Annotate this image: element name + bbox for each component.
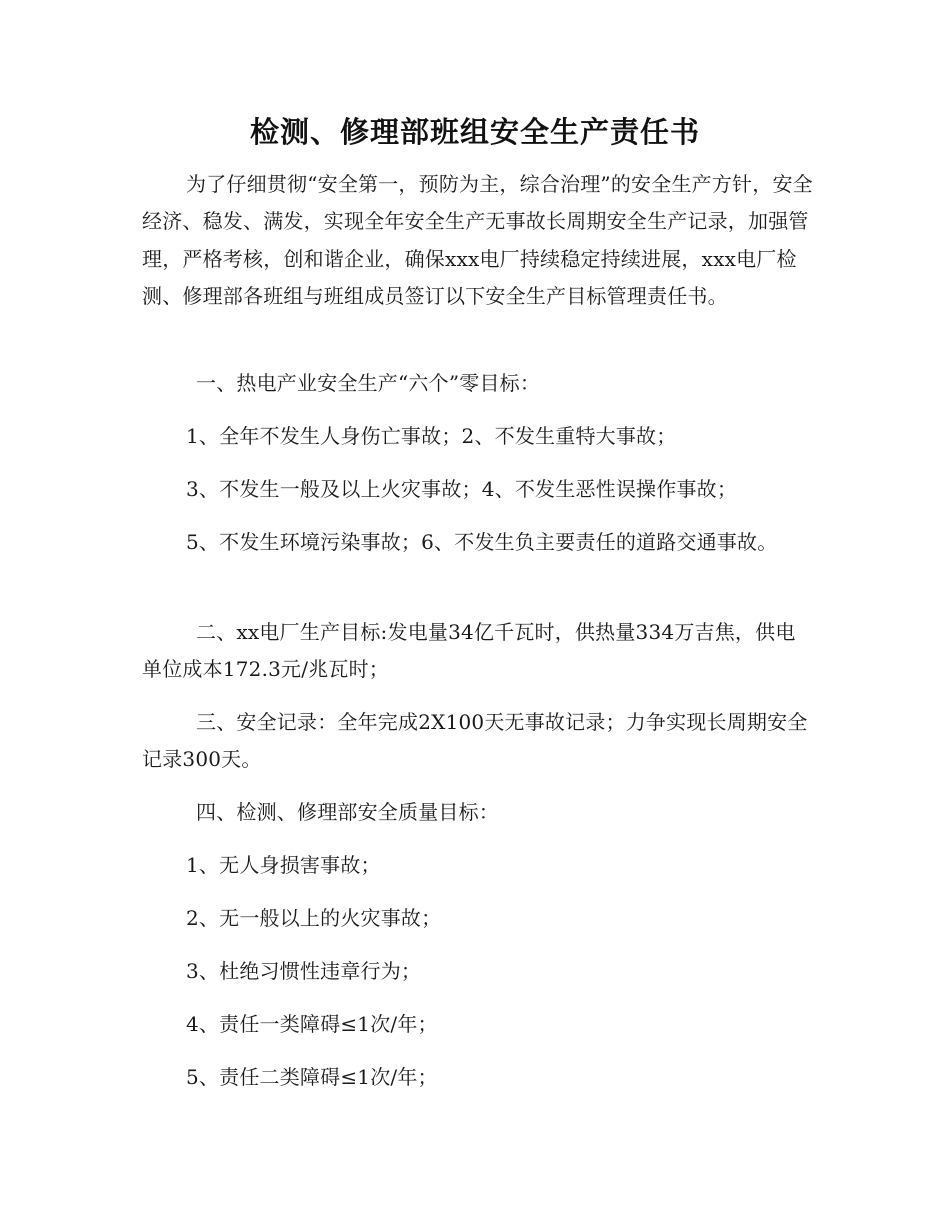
section-1-heading: 一、热电产业安全生产“六个”零目标：	[196, 371, 541, 395]
intro-paragraph: 为了仔细贯彻“安全第一，预防为主，综合治理”的安全生产方针，安全经济、稳发、满发，实现全年安全生产无事故长周期安全生产记录，加强管理，严格考核，创和谐企业，确保xxx电厂持续稳定持续进展，xxx电厂检测、修理部各班组与班组成员签订以下安全生产目标管理责任书。	[142, 172, 813, 308]
section-1-item: 3、不发生一般及以上火灾事故；4、不发生恶性误操作事故；	[186, 477, 738, 501]
section-1-item: 1、全年不发生人身伤亡事故；2、不发生重特大事故；	[186, 424, 677, 448]
section-3-paragraph: 三、安全记录：全年完成2Ⅹ100天无事故记录；力争实现长周期安全记录300天。	[142, 710, 808, 772]
section-4-item: 2、无一般以上的火灾事故；	[186, 906, 442, 930]
section-4-item: 5、责任二类障碍≤1次/年；	[186, 1065, 438, 1089]
section-4-item: 3、杜绝习惯性违章行为；	[186, 959, 422, 983]
section-2-paragraph: 二、xx电厂生产目标:发电量34亿千瓦时，供热量334万吉焦，供电单位成本172.3元/兆瓦时；	[142, 620, 796, 682]
document-title: 检测、修理部班组安全生产责任书	[249, 115, 700, 149]
section-4-heading: 四、检测、修理部安全质量目标：	[196, 800, 499, 824]
section-4-item: 4、责任一类障碍≤1次/年；	[186, 1012, 438, 1036]
section-1-item: 5、不发生环境污染事故；6、不发生负主要责任的道路交通事故。	[186, 530, 778, 554]
section-4-item: 1、无人身损害事故；	[186, 853, 381, 877]
